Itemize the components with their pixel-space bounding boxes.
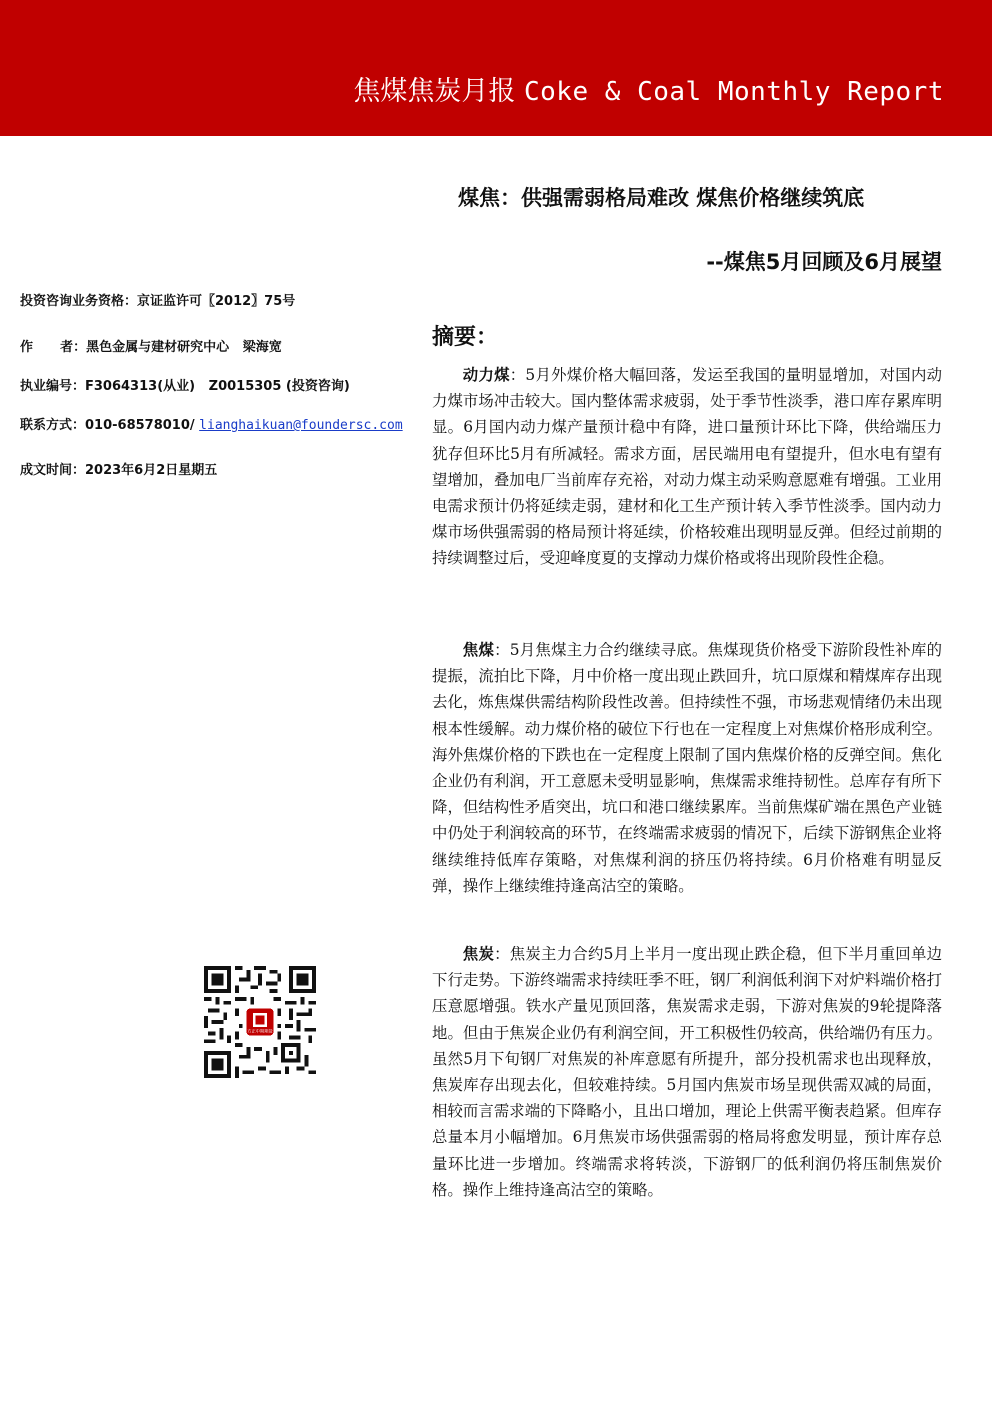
certificate-info: 执业编号：F3064313(从业) Z0015305 (投资咨询) (20, 379, 350, 394)
paragraph-body: ：5月焦煤主力合约继续寻底。焦煤现货价格受下游阶段性补库的提振，流拍比下降，月中价格一度出现止跌回升，坑口原煤和精煤库存出现去化，炼焦煤供需结构阶段性改善。但持续性不强，市场悲观情绪仍未出现根本性缓解。动力煤价格的破位下行也在一定程度上对焦煤价格形成利空。海外焦煤价格的下跌也在一定程度上限制了国内焦煤价格的反弹空间。焦化企业仍有利润，开工意愿未受明显影响，焦煤需求维持韧性。总库存有所下降，但结构性矛盾突出，坑口和港口继续累库。当前焦煤矿端在黑色产业链中仍处于利润较高的环节，在终端需求疲弱的情况下，后续下游钢焦企业将继续维持低库存策略，对焦煤利润的挤压仍将持续。6月价格难有明显反弹，操作上继续维持逢高沽空的策略。 (432, 641, 942, 895)
paragraph-lead: 焦炭 (462, 945, 495, 963)
license-info: 投资咨询业务资格：京证监许可〖2012〗75号 (20, 294, 296, 309)
paragraph-lead: 动力煤 (462, 366, 510, 384)
contact-label: 联系方式：010-68578010/ (20, 418, 200, 433)
page-title: 煤焦：供强需弱格局难改 煤焦价格继续筑底 (458, 186, 865, 210)
abstract-heading: 摘要： (432, 325, 499, 350)
report-header-title (353, 72, 944, 112)
report-title-cn: 焦煤焦炭月报 (353, 76, 516, 107)
paragraph-lead: 焦煤 (462, 641, 495, 659)
paragraph-thermal-coal (432, 362, 942, 572)
qr-logo-text: 方正中期期货 (247, 1028, 273, 1034)
page-subtitle: --煤焦5月回顾及6月展望 (706, 250, 942, 274)
qr-code[interactable] (204, 966, 316, 1078)
paragraph-body: ：5月外煤价格大幅回落，发运至我国的量明显增加，对国内动力煤市场冲击较大。国内整体需求疲弱，处于季节性淡季，港口库存累库明显。6月国内动力煤产量预计稳中有降，进口量预计环比下降，供给端压力犹存但环比5月有所减轻。需求方面，居民端用电有望提升，但水电有望有望增加，叠加电厂当前库存充裕，对动力煤主动采购意愿难有增强。工业用电需求预计仍将延续走弱，建材和化工生产预计转入季节性淡季。国内动力煤市场供强需弱的格局预计将延续，价格较难出现明显反弹。但经过前期的持续调整过后，受迎峰度夏的支撑动力煤价格或将出现阶段性企稳。 (432, 366, 942, 568)
contact-email-link[interactable]: lianghaikuan@foundersc.com (199, 418, 403, 433)
paragraph-coking-coal (432, 637, 942, 899)
paragraph-coke (432, 941, 942, 1203)
report-date: 成文时间：2023年6月2日星期五 (20, 463, 218, 478)
report-title-en: Coke & Coal Monthly Report (524, 77, 944, 107)
contact-info (20, 414, 403, 433)
paragraph-body: ：焦炭主力合约5月上半月一度出现止跌企稳，但下半月重回单边下行走势。下游终端需求持续旺季不旺，钢厂利润低利润下对炉料端价格打压意愿增强。铁水产量见顶回落，焦炭需求走弱，下游对焦炭的9轮提降落地。但由于焦炭企业仍有利润空间，开工积极性仍较高，供给端仍有压力。虽然5月下旬钢厂对焦炭的补库意愿有所提升，部分投机需求也出现释放，焦炭库存出现去化，但较难持续。5月国内焦炭市场呈现供需双减的局面，相较而言需求端的下降略小，且出口增加，理论上供需平衡表趋紧。但库存总量本月小幅增加。6月焦炭市场供强需弱的格局将愈发明显，预计库存总量环比进一步增加。终端需求将转淡，下游钢厂的低利润仍将压制焦炭价格。操作上维持逢高沽空的策略。 (432, 945, 942, 1199)
report-header-banner (0, 0, 992, 136)
author-info: 作 者：黑色金属与建材研究中心 梁海宽 (20, 340, 282, 355)
